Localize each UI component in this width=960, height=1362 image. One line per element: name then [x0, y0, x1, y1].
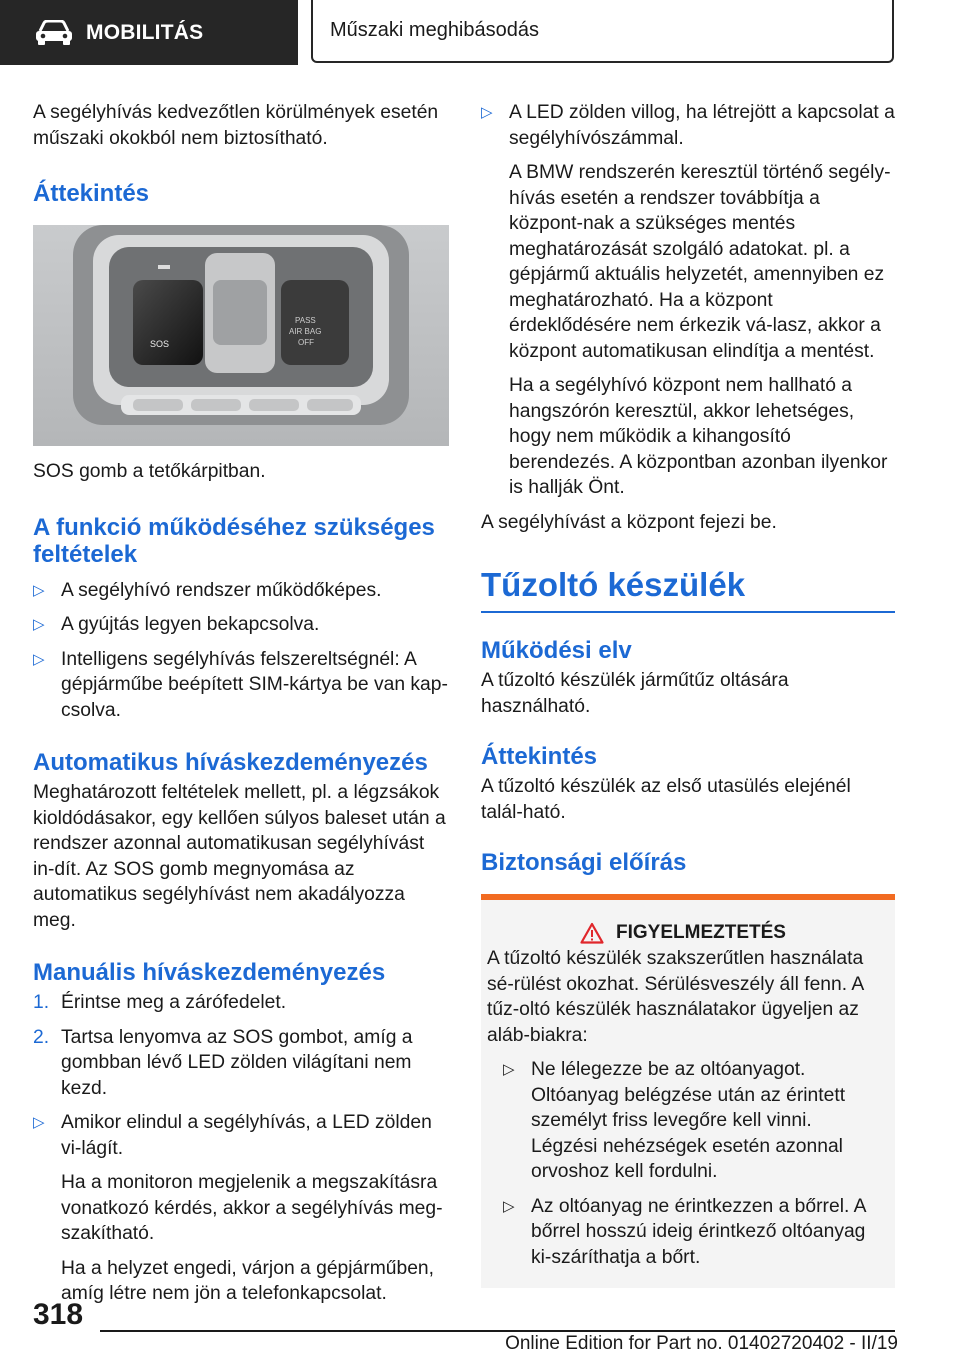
list-item: ▷ A gyújtás legyen bekapcsolva.: [33, 612, 449, 638]
manual-steps: [33, 990, 449, 1307]
edition-text: Online Edition for Part no. 01402720402 - II/19: [505, 1333, 898, 1354]
list-item: ▷ Az oltóanyag ne érintkezzen a bőrrel. A bőrrel hosszú ideig érintkező oltóanyag ki-száríthatja a bőrt.: [487, 1194, 879, 1271]
sos-button-photo: [33, 225, 449, 446]
triangle-bullet-icon: ▷: [503, 1061, 515, 1078]
list-item: ▷ A segélyhívó rendszer működőképes.: [33, 578, 449, 604]
overview-heading: Áttekintés: [33, 180, 150, 207]
warning-text: A tűzoltó készülék szakszerűtlen használata sé-rülést okozhat. Sérülésveszély áll fenn. A tűz-oltó készülék használatakor ügyeljen az aláb-biakra:: [487, 948, 864, 1046]
manual-call-heading: Manuális híváskezdeményezés: [33, 959, 386, 986]
overview-heading-2: Áttekintés: [481, 743, 598, 770]
intro-text: A segélyhívás kedvezőtlen körülmények esetén műszaki okokból nem biztosítható.: [33, 102, 439, 149]
principle-text: A tűzoltó készülék járműtűz oltására használható.: [481, 670, 789, 717]
auto-call-text: Meghatározott feltételek mellett, pl. a légzsákok kioldódásakor, egy kellően súlyos baleset után a rendszer azonnal automatikusan segélyhívást in-dít. Az SOS gomb megnyomása az automatikus segélyhívást nem akadályozza meg.: [33, 782, 446, 931]
triangle-bullet-icon: ▷: [33, 581, 45, 599]
section-title: MOBILITÁS: [86, 20, 204, 44]
page-header: [0, 0, 960, 66]
list-item: 2. Tartsa lenyomva az SOS gombot, amíg a gombban lévő LED zölden világítani nem kezd.: [33, 1026, 413, 1099]
safety-heading: Biztonsági előírás: [481, 849, 687, 876]
triangle-bullet-icon: ▷: [33, 616, 45, 633]
footer-rule: [100, 1330, 895, 1332]
photo-off-label: OFF: [298, 338, 314, 347]
warning-triangle-icon: [580, 922, 604, 944]
photo-sos-label: SOS: [150, 339, 170, 349]
list-item: ▷ Ne lélegezze be az oltóanyagot. Oltóanyag belégzése után az érintett személyt friss levegőre kell vinni. Légzési nehézségek esetén azonnal orvoshoz kell fordulni.: [487, 1057, 879, 1185]
chapter-title: Műszaki meghibásodás: [330, 19, 539, 41]
left-column: [33, 100, 449, 1307]
overview-text: A tűzoltó készülék az első utasülés elejénél talál-ható.: [481, 776, 851, 823]
warning-header: [487, 922, 879, 944]
principle-heading: Működési elv: [481, 637, 632, 664]
conditions-list: [33, 578, 449, 724]
warning-title: FIGYELMEZTETÉS: [616, 922, 786, 943]
triangle-bullet-icon: ▷: [503, 1197, 515, 1215]
heading-rule: [481, 611, 895, 613]
list-item: ▷ A LED zölden villog, ha létrejött a kapcsolat a segélyhívószámmal.: [481, 100, 897, 151]
extinguisher-heading: Tűzoltó készülék: [481, 566, 746, 603]
list-item: 1. Érintse meg a zárófedelet.: [33, 992, 287, 1013]
triangle-bullet-icon: ▷: [33, 1114, 45, 1131]
list-item: ▷ Intelligens segélyhívás felszereltségnél: A gépjárműbe beépített SIM-kártya be van kap-csolva.: [33, 647, 449, 724]
right-column: [481, 100, 897, 1288]
photo-pass-label: PASS: [295, 316, 316, 325]
speaker-text: Ha a segélyhívó központ nem hallható a hangszórón keresztül, akkor lehetséges, hogy nem működik a kihangosító berendezés. A központban azonban ilyenkor is hallják Önt.: [509, 375, 888, 498]
manual-sub-text: Ha a helyzet engedi, várjon a gépjárműben, amíg létre nem jön a telefonkapcsolat.: [61, 1257, 435, 1304]
photo-airbag-label: AIR BAG: [289, 327, 322, 336]
car-icon: [34, 20, 74, 46]
section-tab[interactable]: [0, 0, 298, 65]
warning-box: [481, 894, 895, 1288]
list-item: ▷ Amikor elindul a segélyhívás, a LED zölden vi-lágít.: [33, 1110, 449, 1161]
triangle-bullet-icon: ▷: [481, 104, 493, 121]
page-number: 318: [33, 1298, 84, 1331]
triangle-bullet-icon: ▷: [33, 650, 45, 668]
bmw-call-text: A BMW rendszerén keresztül történő segély-hívás esetén a rendszer továbbítja a központ-nak a szükséges mentés meghatározását szolgáló adatokat. pl. a gépjármű aktuális helyzetét, amennyiben ez meghatározható. Ha a központ érdeklődésére nem érkezik vá-lasz, akkor a központ automatikusan elindítja a mentést.: [509, 162, 891, 362]
conditions-heading: A funkció működéséhez szükséges feltételek: [33, 513, 435, 568]
manual-sub-text: Ha a monitoron megjelenik a megszakításra vonatkozó kérdés, akkor a segélyhívás meg-szakítható.: [61, 1172, 443, 1244]
chapter-tab[interactable]: [311, 0, 894, 63]
photo-caption: SOS gomb a tetőkárpitban.: [33, 461, 266, 482]
auto-call-heading: Automatikus híváskezdeményezés: [33, 749, 428, 776]
call-end-text: A segélyhívást a központ fejezi be.: [481, 511, 777, 533]
